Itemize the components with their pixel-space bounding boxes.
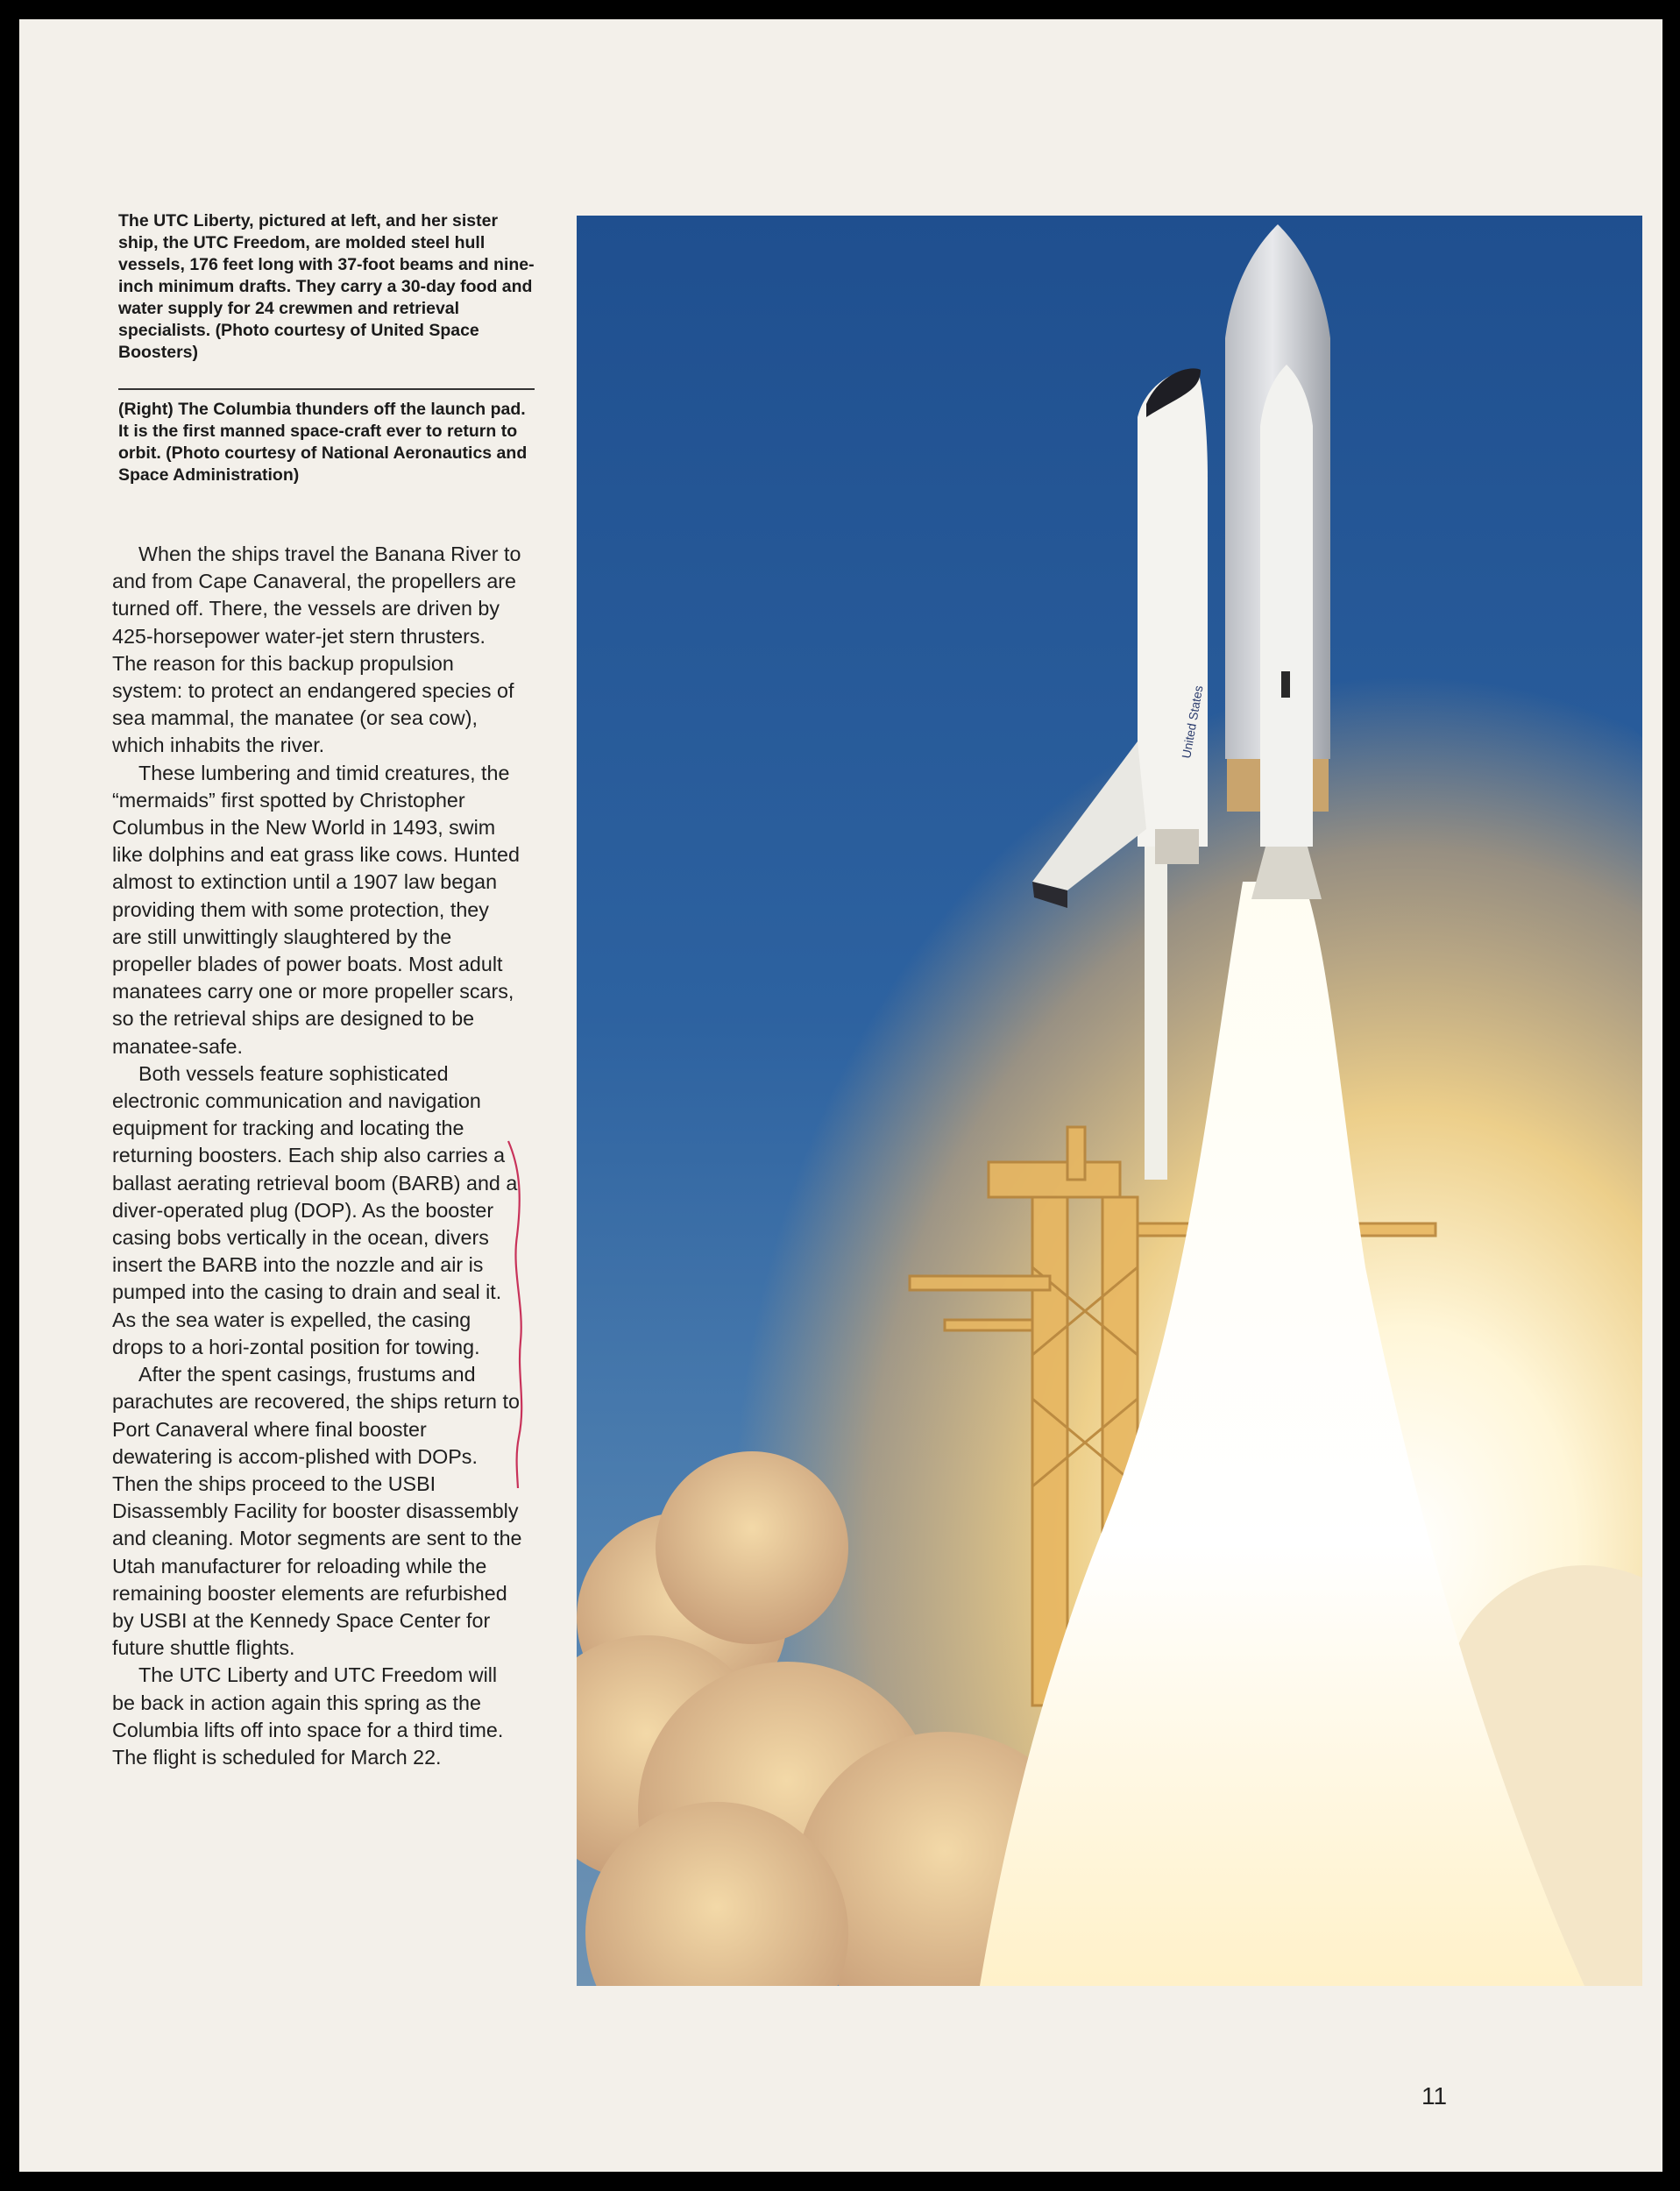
shuttle-launch-illustration bbox=[577, 216, 1642, 1986]
caption-divider bbox=[118, 388, 535, 390]
left-photo-caption: The UTC Liberty, pictured at left, and her sister ship, the UTC Freedom, are molded steel hull vessels, 176 feet long with 37-foot beams and nine-inch minimum drafts. They carry a 30-day food and water supply for 24 crewmen and retrieval specialists. (Photo courtesy of United Space Boosters) bbox=[118, 211, 535, 362]
pen-margin-mark bbox=[500, 1139, 535, 1490]
body-paragraph: Both vessels feature sophisticated electronic communication and navigation equipment for tracking and locating the returning boosters. Each ship also carries a ballast aerating retrieval boom (BARB) and a diver-operated plug (DOP). As the booster casing bobs vertically in the ocean, divers insert the BARB into the nozzle and air is pumped into the casing to drain and seal it. As the sea water is expelled, the casing drops to a hori-zontal position for towing. bbox=[112, 1061, 518, 1358]
page-number: 11 bbox=[1421, 2082, 1448, 2109]
body-paragraph: The UTC Liberty and UTC Freedom will be back in action again this spring as the Columbia lifts off into space for a third time. The flight is scheduled for March 22. bbox=[112, 1663, 504, 1769]
body-paragraph: After the spent casings, frustums and parachutes are recovered, the ships return to Port Canaveral where final booster dewatering is accom-plished with DOPs. Then the ships proceed to the USBI Disassembly Facility for booster disassembly and cleaning. Motor segments are sent to the Utah manufacturer for reloading while the remaining booster elements are refurbished by USBI at the Kennedy Space Center for future shuttle flights. bbox=[112, 1363, 522, 1660]
body-paragraph: When the ships travel the Banana River to and from Cape Canaveral, the propellers are turned off. There, the vessels are driven by 425-horsepower water-jet stern thrusters. The reason for this backup propulsion system: to protect an endangered species of sea mammal, the manatee (or sea cow), which inhabits the river. bbox=[112, 542, 521, 757]
article-body bbox=[112, 541, 524, 1771]
orbiter-label: United States bbox=[1179, 684, 1206, 760]
body-paragraph: These lumbering and timid creatures, the “mermaids” first spotted by Christopher Columbus in the New World in 1493, swim like dolphins and eat grass like cows. Hunted almost to extinction until a 1907 law began providing them with some protection, they are still unwittingly slaughtered by the propeller blades of power boats. Most adult manatees carry one or more propeller scars, so the retrieval ships are designed to be manatee-safe. bbox=[112, 761, 520, 1058]
right-photo-caption: (Right) The Columbia thunders off the launch pad. It is the first manned space-craft ever to return to orbit. (Photo courtesy of National Aeronautics and Space Administration) bbox=[118, 400, 528, 485]
shuttle-launch-photo bbox=[577, 216, 1642, 1986]
